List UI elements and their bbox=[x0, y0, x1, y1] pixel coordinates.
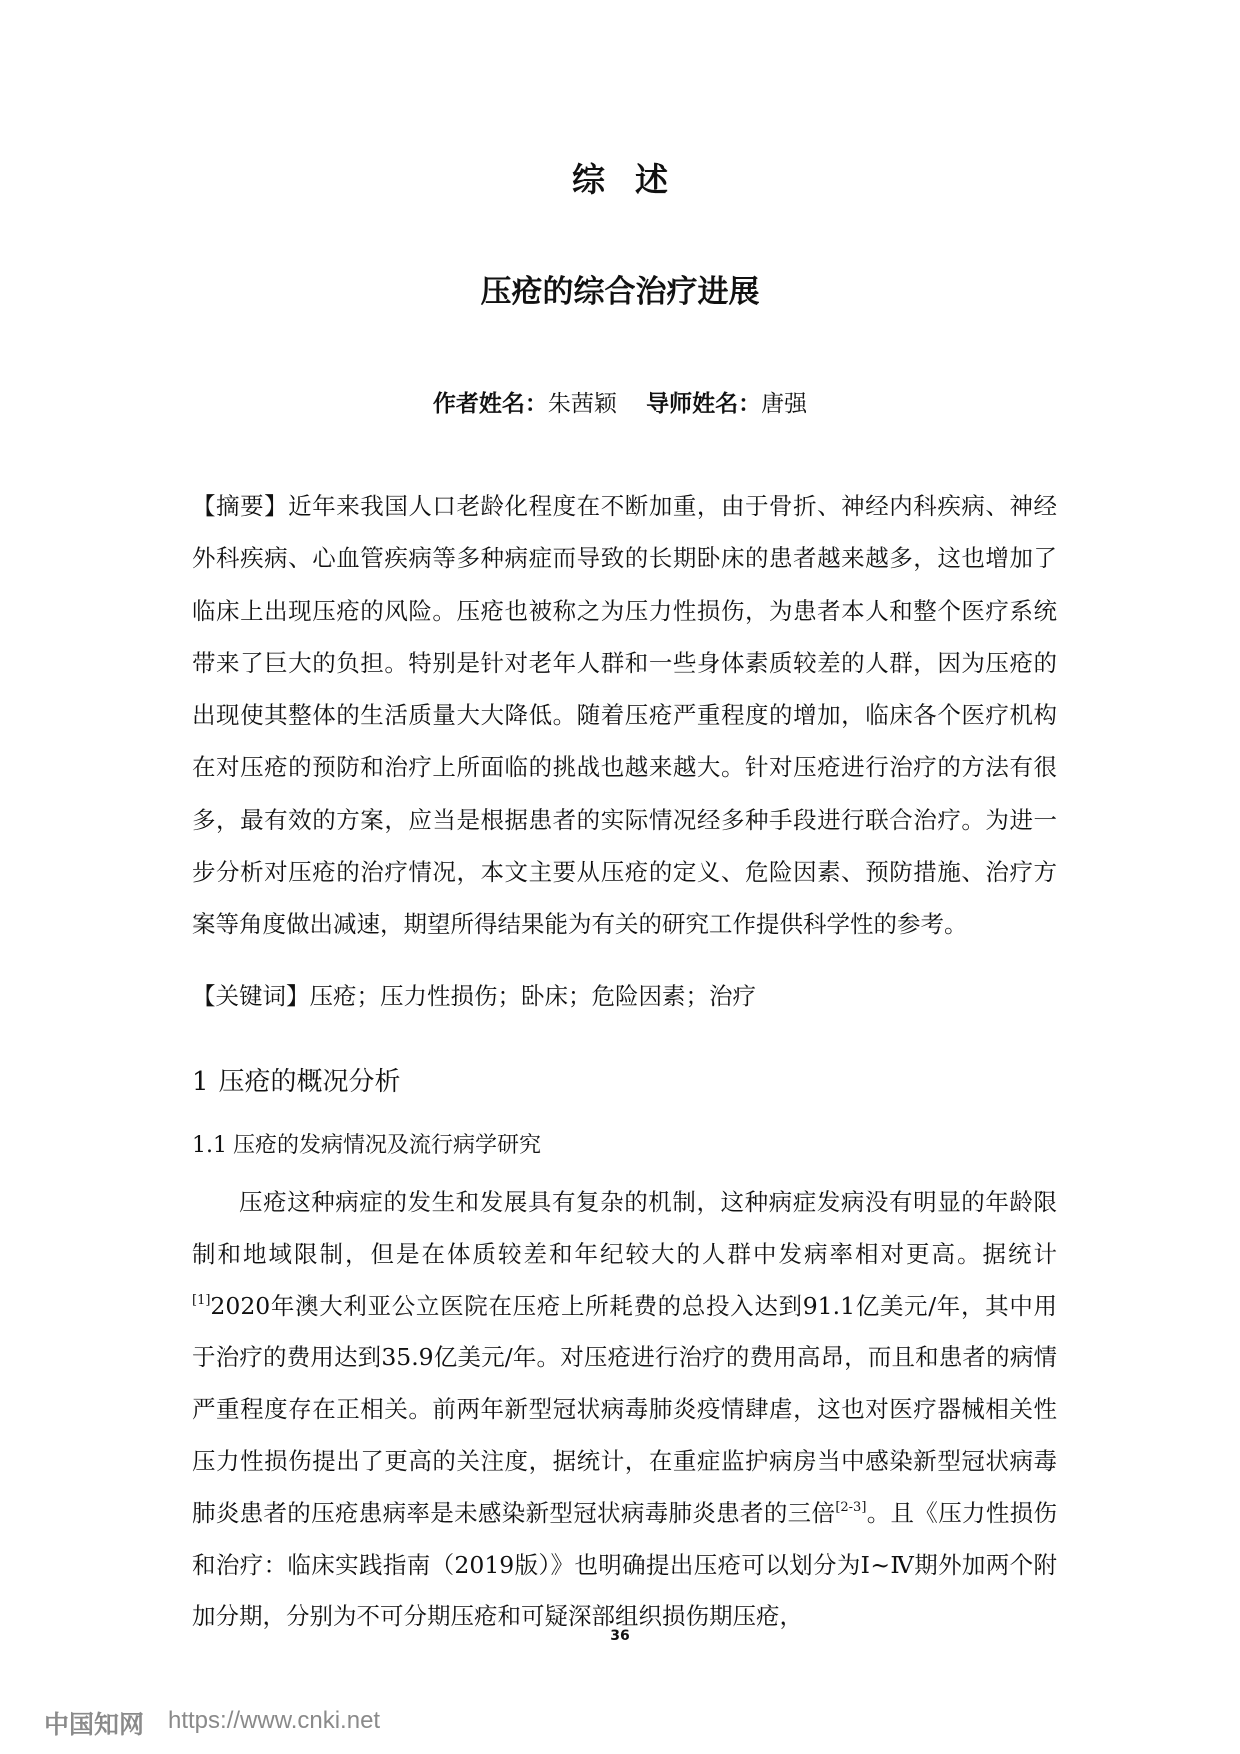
section-1-heading bbox=[192, 1062, 401, 1102]
section-1-1-number: 1.1 bbox=[192, 1133, 227, 1158]
section-1-1-heading bbox=[192, 1128, 541, 1164]
citation-1: [1] bbox=[192, 1292, 211, 1308]
keywords bbox=[192, 970, 1057, 1022]
author-label: 作者姓名： bbox=[432, 391, 548, 417]
body-text-2: 2020年澳大利亚公立医院在压疮上所耗费的总投入达到91.1亿美元/年，其中用于治疗的费用达到35.9亿美元/年。对压疮进行治疗的费用高昂，而且和患者的病情严重程度存在正相关。前两年新型冠状病毒肺炎疫情肆虐，这也对医疗器械相关性压力性损伤提出了更高的关注度，据统计，在重症监护病房当中感染新型冠状病毒肺炎患者的压疮患病率是未感染新型冠状病毒肺炎患者的三倍 bbox=[192, 1291, 1057, 1527]
paper-title: 压疮的综合治疗进展 bbox=[480, 274, 760, 310]
author-line bbox=[0, 388, 1240, 420]
body-text-3: 。且《压力性损伤和治疗：临床实践指南（2019版）》也明确提出压疮可以划分为Ⅰ~Ⅳ期外加两个附加分期，分别为不可分期压疮和可疑深部组织损伤期压疮， bbox=[192, 1498, 1058, 1631]
citation-2-3: [2-3] bbox=[835, 1499, 867, 1515]
advisor-name: 唐强 bbox=[761, 391, 808, 417]
abstract bbox=[192, 480, 1057, 951]
keywords-text: 压疮；压力性损伤；卧床；危险因素；治疗 bbox=[309, 982, 756, 1010]
advisor-label: 导师姓名： bbox=[646, 391, 762, 417]
cnki-url: https://www.cnki.net bbox=[168, 1707, 381, 1734]
section-1-title: 压疮的概况分析 bbox=[218, 1067, 401, 1097]
body-text-1: 压疮这种病症的发生和发展具有复杂的机制，这种病症发病没有明显的年龄限制和地域限制，但是在体质较差和年纪较大的人群中发病率相对更高。据统计 bbox=[192, 1188, 1057, 1268]
page-number: 36 bbox=[610, 1628, 630, 1644]
abstract-label: 【摘要】 bbox=[192, 492, 289, 520]
cnki-logo: 中国知网 bbox=[44, 1710, 145, 1739]
section-1-1-title: 压疮的发病情况及流行病学研究 bbox=[233, 1133, 542, 1158]
body-paragraph bbox=[192, 1177, 1057, 1643]
keywords-label: 【关键词】 bbox=[192, 982, 310, 1010]
author-name: 朱茜颖 bbox=[547, 391, 617, 417]
abstract-text: 近年来我国人口老龄化程度在不断加重，由于骨折、神经内科疾病、神经外科疾病、心血管疾病等多种病症而导致的长期卧床的患者越来越多，这也增加了临床上出现压疮的风险。压疮也被称之为压力性损伤，为患者本人和整个医疗系统带来了巨大的负担。特别是针对老年人群和一些身体素质较差的人群，因为压疮的出现使其整体的生活质量大大降低。随着压疮严重程度的增加，临床各个医疗机构在对压疮的预防和治疗上所面临的挑战也越来越大。针对压疮进行治疗的方法有很多，最有效的方案，应当是根据患者的实际情况经多种手段进行联合治疗。为进一步分析对压疮的治疗情况，本文主要从压疮的定义、危险因素、预防措施、治疗方案等角度做出减速，期望所得结果能为有关的研究工作提供科学性的参考。 bbox=[192, 492, 1057, 939]
section-heading: 综述 bbox=[572, 160, 698, 199]
section-1-number: 1 bbox=[192, 1067, 209, 1097]
